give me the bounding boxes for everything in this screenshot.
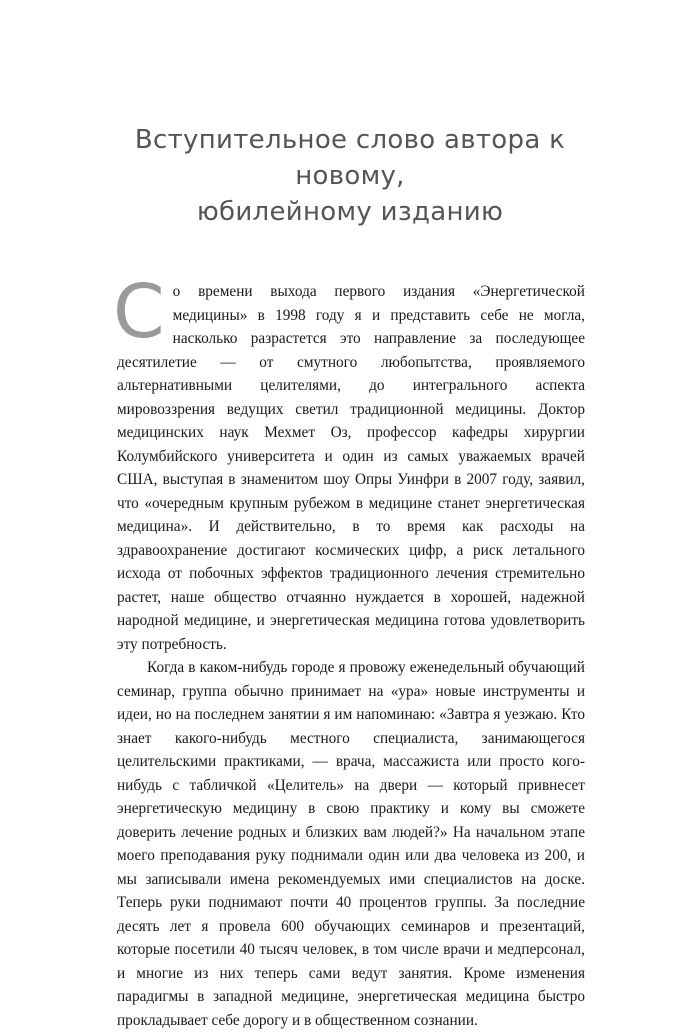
- drop-cap: С: [113, 269, 165, 355]
- paragraph-2: Когда в каком-нибудь городе я провожу еженедельный обучающий семинар, группа обычно принимает на «ура» новые инструменты и идеи, но на последнем занятии я им напоминаю: «Завтра я уезжаю. Кто знает какого-нибудь местного специалиста, занимающегося целительскими практиками, — врача, массажиста или просто кого-нибудь с табличкой «Целитель» на двери — который привнесет энергетическую медицину в свою практику и кому вы сможете доверить лечение родных и близких вам людей?» На начальном этапе моего преподавания руку поднимали один или два человека из 200, и мы записывали имена рекомендуемых ими специалистов на доске. Теперь руки поднимают почти 40 процентов группы. За последние десять лет я провела 600 обучающих семинаров и презентаций, которые посетили 40 тысяч человек, в том числе врачи и медперсонал, и многие из них теперь сами ведут занятия. Кроме изменения парадигмы в западной медицине, энергетическая медицина быстро прокладывает себе дорогу и в общественном сознании.: [117, 659, 585, 1029]
- paragraph-1-text: о времени выхода первого издания «Энергетической медицины» в 1998 году я и представить себе не могла, насколько разрастется это направление за последующее десятилетие — от смутного любопытства, проявляемого альтернативными целителями, до интегрального аспекта мировоззрения ведущих светил традиционной медицины. Доктор медицинских наук Мехмет Оз, профессор кафедры хирургии Колумбийского университета и один из самых уважаемых врачей США, выступая в знаменитом шоу Опры Уинфри в 2007 году, заявил, что «очередным крупным рубежом в медицине станет энергетическая медицина». И действительно, в то время как расходы на здравоохранение достигают космических цифр, а риск летального исхода от побочных эффектов традиционного лечения стремительно растет, наше общество отчаянно нуждается в хорошей, надежной народной медицине, и энергетическая медицина готова удовлетворить эту потребность.: [117, 283, 585, 653]
- page-title: [90, 122, 610, 230]
- body-text: [113, 269, 585, 1032]
- title-line-1: Вступительное слово автора к новому,: [134, 125, 566, 191]
- title-line-2: юбилейному изданию: [196, 197, 504, 227]
- paragraph-1: [113, 269, 585, 656]
